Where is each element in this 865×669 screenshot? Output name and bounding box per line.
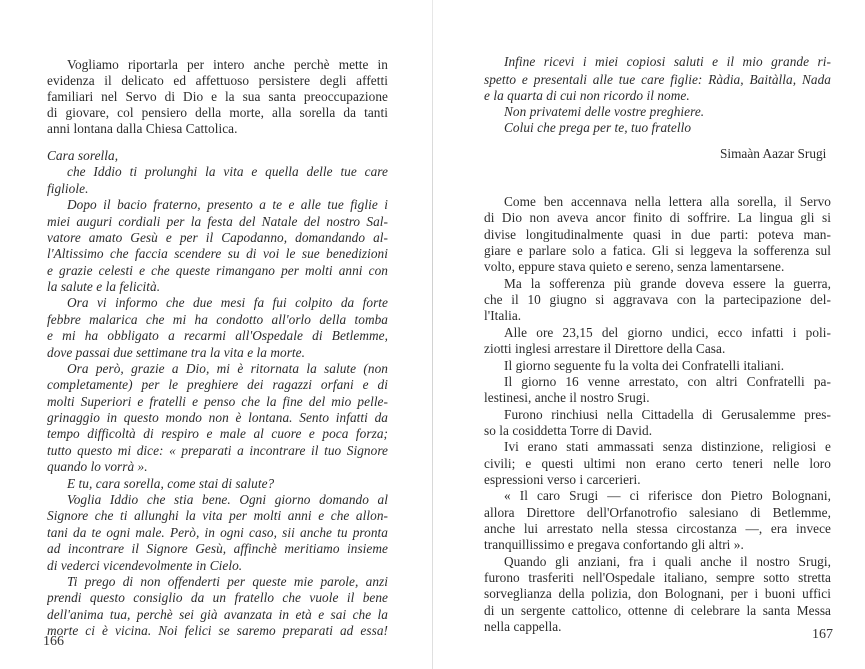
intro-line: di giovare, col pensiero della morte, alla sorella da tanti — [47, 105, 388, 120]
letter-line: miei auguri cordiali per la festa del Natale del nostro Sal- — [47, 214, 388, 229]
body-line: Il giorno seguente fu la volta dei Confratelli italiani. — [504, 358, 785, 373]
body-line: l'Italia. — [484, 308, 522, 323]
intro-line: Vogliamo riportarla per intero anche perchè mette in — [67, 57, 388, 72]
body-line: Furono rinchiusi nella Cittadella di Gerusalemme pres- — [504, 407, 831, 422]
letter-line: molti Superiori e fratelli e penso che la fine del mio pelle- — [47, 394, 388, 409]
letter-line: ad incontrare il Signore Gesù, affinchè meritiamo insieme — [47, 541, 388, 556]
body-line: Come ben accennava nella lettera alla sorella, il Servo — [504, 194, 831, 209]
body-line: allora Direttore dell'Orfanotrofio salesiano di Betlemme, — [484, 505, 831, 520]
body-line: divise longitudinalmente quasi in due parti: poteva man- — [484, 227, 831, 242]
letter-line: morte ci è vicina. Noi felici se saremo preparati ad essa! — [47, 623, 388, 638]
page-number-right: 167 — [812, 627, 833, 642]
body-line: di un sergente cattolico, ottenne di celebrare la santa Messa — [484, 603, 831, 618]
letter-line: vatore amato Gesù e per il Capodanno, domandando al- — [47, 230, 388, 245]
intro-line: anni lontana dalla Chiesa Cattolica. — [47, 121, 238, 136]
letter-closing-line: e la quarta di cui non ricordo il nome. — [484, 88, 690, 103]
letter-line: febbre malarica che mi ha condotto all'orlo della tomba — [47, 312, 388, 327]
letter-line: Ora però, grazie a Dio, mi è ritornata la salute (non — [67, 361, 388, 376]
body-line: Quando gli anziani, fra i quali anche il nostro Srugi, — [504, 554, 831, 569]
body-line: tranquillissimo e pregava confortando gli altri ». — [484, 537, 744, 552]
letter-closing-line: Colui che prega per te, tuo fratello — [504, 120, 692, 135]
body-line: civili; e questi ultimi non erano certo teneri nelle loro — [484, 456, 831, 471]
letter-line: Cara sorella, — [47, 148, 119, 163]
letter-closing-line: Infine ricevi i miei copiosi saluti e il mio grande ri- — [504, 54, 831, 69]
letter-line: tempo difficoltà di respiro e male al cuore e poca forza; — [47, 426, 388, 441]
left-page — [0, 0, 432, 669]
letter-line: figliole. — [47, 181, 89, 196]
page-number-left: 166 — [43, 634, 64, 649]
letter-line: prendi questo consiglio da un fratello che vuole il bene — [47, 590, 388, 605]
body-line: Ma la sofferenza più grande doveva essere la guerra, — [504, 276, 831, 291]
letter-line: di vederci vicendevolmente in Cielo. — [47, 558, 243, 573]
letter-line: l'Altissimo che faccia scendere su di voi le sue benedizioni — [47, 246, 388, 261]
body-line: espressioni verso i carcerieri. — [484, 472, 641, 487]
letter-line: tani da te ogni male. Però, in ogni caso, sii anche tu pronta — [47, 525, 388, 540]
body-line: anche lui arrestato nella stessa circostanza —, era invece — [484, 521, 831, 536]
body-line: volto, eppure stava quieto e sereno, senza lamentarsene. — [484, 259, 785, 274]
letter-line: grinaggio in questo mondo non è lontana. Sento infatti da — [47, 410, 388, 425]
letter-line: che Iddio ti prolunghi la vita e quella delle tue care — [67, 164, 388, 179]
body-line: ziotti inglesi arrestare il Direttore della Casa. — [484, 341, 726, 356]
body-line: di Dio non aveva ancor finito di soffrire. La lingua gli si — [484, 210, 831, 225]
intro-line: familiari nel Servo di Dio e la sua santa preoccupazione — [47, 89, 388, 104]
letter-closing-line: spetto e presentali alle tue care figlie: Ràdia, Baitàlla, Nada — [484, 72, 831, 87]
letter-line: Ora vi informo che due mesi fa fui colpito da forte — [67, 295, 388, 310]
body-line: sorveglianza della polizia, don Bolognani, per i buoni uffici — [484, 586, 831, 601]
body-line: furono trasferiti nell'Ospedale italiano, sempre sotto stretta — [484, 570, 831, 585]
letter-line: dell'anima tua, perchè sei già avanzata in età e sai che la — [47, 607, 388, 622]
body-line: nella cappella. — [484, 619, 562, 634]
letter-line: e grazie celesti e che queste rimangano per molti anni con — [47, 263, 388, 278]
letter-closing-line: Non privatemi delle vostre preghiere. — [504, 104, 705, 119]
body-line: giare e parlare solo a fatica. Gli si leggeva la sofferenza sul — [484, 243, 831, 258]
body-line: so la cosiddetta Torre di David. — [484, 423, 653, 438]
body-line: che il 10 giugno si aggravava con la partecipazione del- — [484, 292, 831, 307]
letter-line: quando lo vorrà ». — [47, 459, 148, 474]
letter-line: Ti prego di non offenderti per queste mie parole, anzi — [67, 574, 388, 589]
letter-line: dove passai due settimane tra la vita e la morte. — [47, 345, 306, 360]
letter-signature: Simaàn Aazar Srugi — [720, 146, 827, 161]
letter-line: E tu, cara sorella, come stai di salute? — [67, 476, 275, 491]
letter-line: e mi ha obbligato a recarmi all'Ospedale di Betlemme, — [47, 328, 388, 343]
body-line: lestinesi, anche il nostro Srugi. — [484, 390, 650, 405]
body-line: Ivi erano stati ammassati senza distinzione, religiosi e — [504, 439, 831, 454]
body-line: Alle ore 23,15 del giorno undici, ecco infatti i poli- — [504, 325, 831, 340]
letter-line: la salute e la felicità. — [47, 279, 161, 294]
intro-line: evidenza il delicato ed affettuoso persistere degli affetti — [47, 73, 388, 88]
right-page — [433, 0, 865, 669]
letter-line: tutto questo mi dice: « preparati a incontrare il tuo Signore — [47, 443, 388, 458]
letter-line: Dopo il bacio fraterno, presento a te e alle tue figlie i — [67, 197, 388, 212]
body-line: Il giorno 16 venne arrestato, con altri Confratelli pa- — [504, 374, 831, 389]
body-line: « Il caro Srugi — ci riferisce don Pietro Bolognani, — [504, 488, 831, 503]
letter-line: completamente) per le preghiere dei ragazzi orfani e di — [47, 377, 388, 392]
letter-line: Signore che ti allunghi la vita per molti anni e che allon- — [47, 508, 388, 523]
letter-line: Voglia Iddio che stia bene. Ogni giorno domando al — [67, 492, 388, 507]
